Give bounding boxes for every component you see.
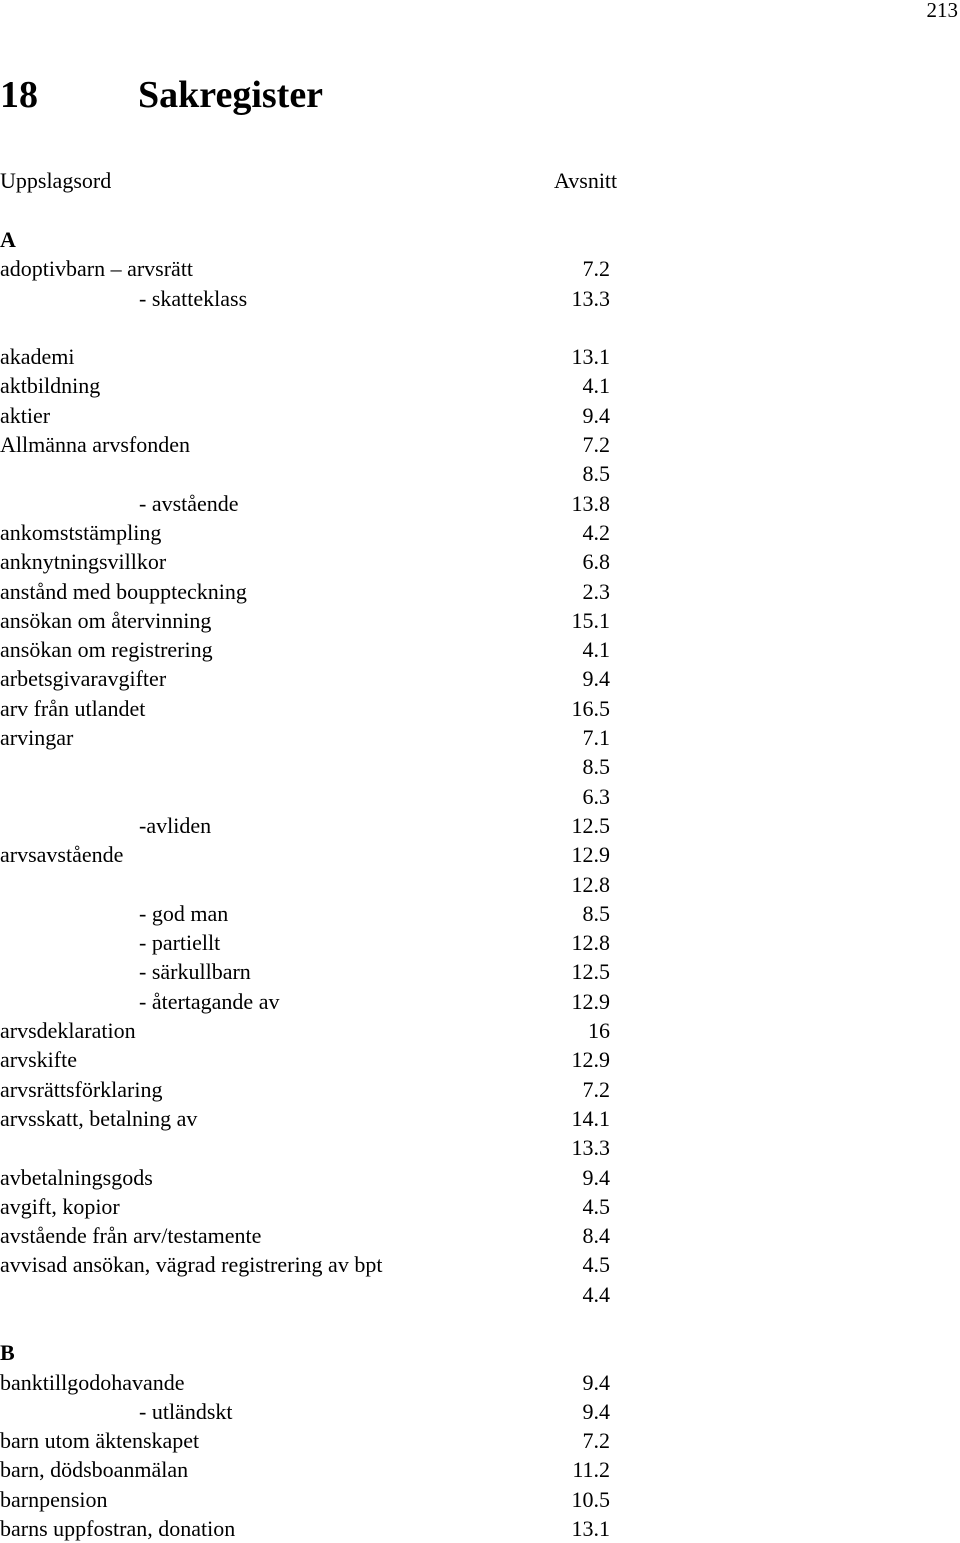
index-entry xyxy=(0,1455,700,1484)
index-section-ref: 14.1 xyxy=(571,1105,610,1131)
index-term: ansökan om registrering xyxy=(0,637,213,663)
index-section-ref: 7.2 xyxy=(582,256,610,282)
index-section-ref: 4.4 xyxy=(582,1281,610,1307)
index-section-ref: 11.2 xyxy=(572,1457,610,1483)
index-section-ref: 12.5 xyxy=(571,812,610,838)
index-entry xyxy=(0,811,700,840)
index-term: arv från utlandet xyxy=(0,695,146,721)
index-term: anstånd med bouppteckning xyxy=(0,578,247,604)
index-entry xyxy=(0,1280,700,1309)
index-section-ref: 12.5 xyxy=(571,959,610,985)
index-entry xyxy=(0,1368,700,1397)
index-section-ref: 2.3 xyxy=(582,578,610,604)
index-term: barn, dödsboanmälan xyxy=(0,1457,189,1483)
index-section-ref: 10.5 xyxy=(571,1486,610,1512)
index-section-ref: 7.2 xyxy=(582,1076,610,1102)
index-section-ref: 9.4 xyxy=(582,1369,610,1395)
index-entry xyxy=(0,694,700,723)
index-section-ref: 7.2 xyxy=(582,1428,610,1454)
index-entry xyxy=(0,284,700,313)
index-section-ref: 13.1 xyxy=(571,1516,610,1542)
index-term: avbetalningsgods xyxy=(0,1164,153,1190)
index-section-ref: 8.4 xyxy=(582,1223,610,1249)
index-entry xyxy=(0,1221,700,1250)
index-term: banktillgodohavande xyxy=(0,1369,185,1395)
index-section-ref: 9.4 xyxy=(582,666,610,692)
index-section-ref: 13.1 xyxy=(571,344,610,370)
index-section-ref: 8.5 xyxy=(582,754,610,780)
column-header-term: Uppslagsord xyxy=(0,168,112,193)
index-entry xyxy=(0,1514,700,1543)
chapter-title: Sakregister xyxy=(138,74,324,116)
index-entry xyxy=(0,928,700,957)
index-section-ref: 13.8 xyxy=(571,490,610,516)
index-section-ref: 8.5 xyxy=(582,461,610,487)
index-entry xyxy=(0,782,700,811)
index-entry xyxy=(0,1016,700,1045)
index-subterm: - partiellt xyxy=(139,930,221,956)
index-term: arbetsgivaravgifter xyxy=(0,666,167,692)
index-term: barn utom äktenskapet xyxy=(0,1428,200,1454)
index-term: A xyxy=(0,227,16,252)
chapter-number: 18 xyxy=(0,74,38,116)
index-letter-heading xyxy=(0,1338,700,1367)
index-section-ref: 9.4 xyxy=(582,1164,610,1190)
index-entry xyxy=(0,371,700,400)
index-entry xyxy=(0,723,700,752)
index-entry xyxy=(0,635,700,664)
index-letter-heading xyxy=(0,225,700,254)
index-section-ref: 16.5 xyxy=(571,695,610,721)
index-entry xyxy=(0,1397,700,1426)
index-term: aktbildning xyxy=(0,373,101,399)
index-entry xyxy=(0,489,700,518)
index-section-ref: 4.5 xyxy=(582,1193,610,1219)
index-section-ref: 7.2 xyxy=(582,432,610,458)
index-term: ansökan om återvinning xyxy=(0,607,212,633)
index-subterm: - skatteklass xyxy=(139,285,248,311)
index-entry xyxy=(0,1133,700,1162)
index-term: arvingar xyxy=(0,725,74,751)
index-term: arvsrättsförklaring xyxy=(0,1076,163,1102)
index-section-ref: 12.9 xyxy=(571,988,610,1014)
index-subterm: - särkullbarn xyxy=(139,959,251,985)
index-subterm: -avliden xyxy=(139,812,212,838)
index-list xyxy=(0,225,700,1543)
index-term: arvsavstående xyxy=(0,842,124,868)
index-term: barns uppfostran, donation xyxy=(0,1516,236,1542)
index-entry xyxy=(0,401,700,430)
page-title xyxy=(0,71,323,119)
index-term: avvisad ansökan, vägrad registrering av bpt xyxy=(0,1252,383,1278)
index-entry xyxy=(0,1250,700,1279)
index-term: arvsdeklaration xyxy=(0,1018,136,1044)
index-entry xyxy=(0,987,700,1016)
index-section-ref: 7.1 xyxy=(582,725,610,751)
index-section-ref: 12.8 xyxy=(571,871,610,897)
index-entry xyxy=(0,1426,700,1455)
index-entry xyxy=(0,664,700,693)
index-section-ref: 4.1 xyxy=(582,637,610,663)
index-subterm: - återtagande av xyxy=(139,988,280,1014)
index-entry xyxy=(0,577,700,606)
index-term: aktier xyxy=(0,402,51,428)
index-entry xyxy=(0,1104,700,1133)
index-entry xyxy=(0,459,700,488)
index-entry xyxy=(0,1192,700,1221)
index-entry xyxy=(0,840,700,869)
index-entry xyxy=(0,547,700,576)
index-section-ref: 4.5 xyxy=(582,1252,610,1278)
index-section-ref: 9.4 xyxy=(582,1398,610,1424)
index-entry xyxy=(0,1075,700,1104)
index-spacer xyxy=(0,1309,700,1338)
index-section-ref: 6.8 xyxy=(582,549,610,575)
index-entry xyxy=(0,870,700,899)
index-entry xyxy=(0,254,700,283)
index-subterm: - utländskt xyxy=(139,1398,233,1424)
index-term: ankomststämpling xyxy=(0,519,162,545)
index-entry xyxy=(0,1163,700,1192)
index-subterm: - god man xyxy=(139,900,229,926)
index-term: B xyxy=(0,1340,15,1366)
index-entry xyxy=(0,1045,700,1074)
index-section-ref: 13.3 xyxy=(571,285,610,311)
index-section-ref: 12.9 xyxy=(571,1047,610,1073)
index-section-ref: 9.4 xyxy=(582,402,610,428)
column-header-section: Avsnitt xyxy=(554,168,618,193)
index-term: akademi xyxy=(0,344,75,370)
index-entry xyxy=(0,606,700,635)
index-section-ref: 4.2 xyxy=(582,519,610,545)
index-entry xyxy=(0,899,700,928)
index-section-ref: 16 xyxy=(588,1018,610,1044)
index-section-ref: 13.3 xyxy=(571,1135,610,1161)
index-entry xyxy=(0,342,700,371)
index-section-ref: 12.8 xyxy=(571,930,610,956)
index-entry xyxy=(0,957,700,986)
index-entry xyxy=(0,752,700,781)
index-term: barnpension xyxy=(0,1486,108,1512)
index-term: avstående från arv/testamente xyxy=(0,1223,262,1249)
index-term: arvskifte xyxy=(0,1047,77,1073)
index-section-ref: 4.1 xyxy=(582,373,610,399)
index-term: avgift, kopior xyxy=(0,1193,120,1219)
index-term: adoptivbarn – arvsrätt xyxy=(0,256,194,282)
index-term: anknytningsvillkor xyxy=(0,549,167,575)
index-section-ref: 12.9 xyxy=(571,842,610,868)
page-number: 213 xyxy=(926,0,958,22)
index-term: arvsskatt, betalning av xyxy=(0,1105,198,1131)
index-entry xyxy=(0,1485,700,1514)
index-section-ref: 6.3 xyxy=(582,783,610,809)
index-term: Allmänna arvsfonden xyxy=(0,432,190,458)
index-entry xyxy=(0,518,700,547)
index-subterm: - avstående xyxy=(139,490,239,516)
index-section-ref: 15.1 xyxy=(571,607,610,633)
index-section-ref: 8.5 xyxy=(582,900,610,926)
index-spacer xyxy=(0,313,700,342)
index-entry xyxy=(0,430,700,459)
